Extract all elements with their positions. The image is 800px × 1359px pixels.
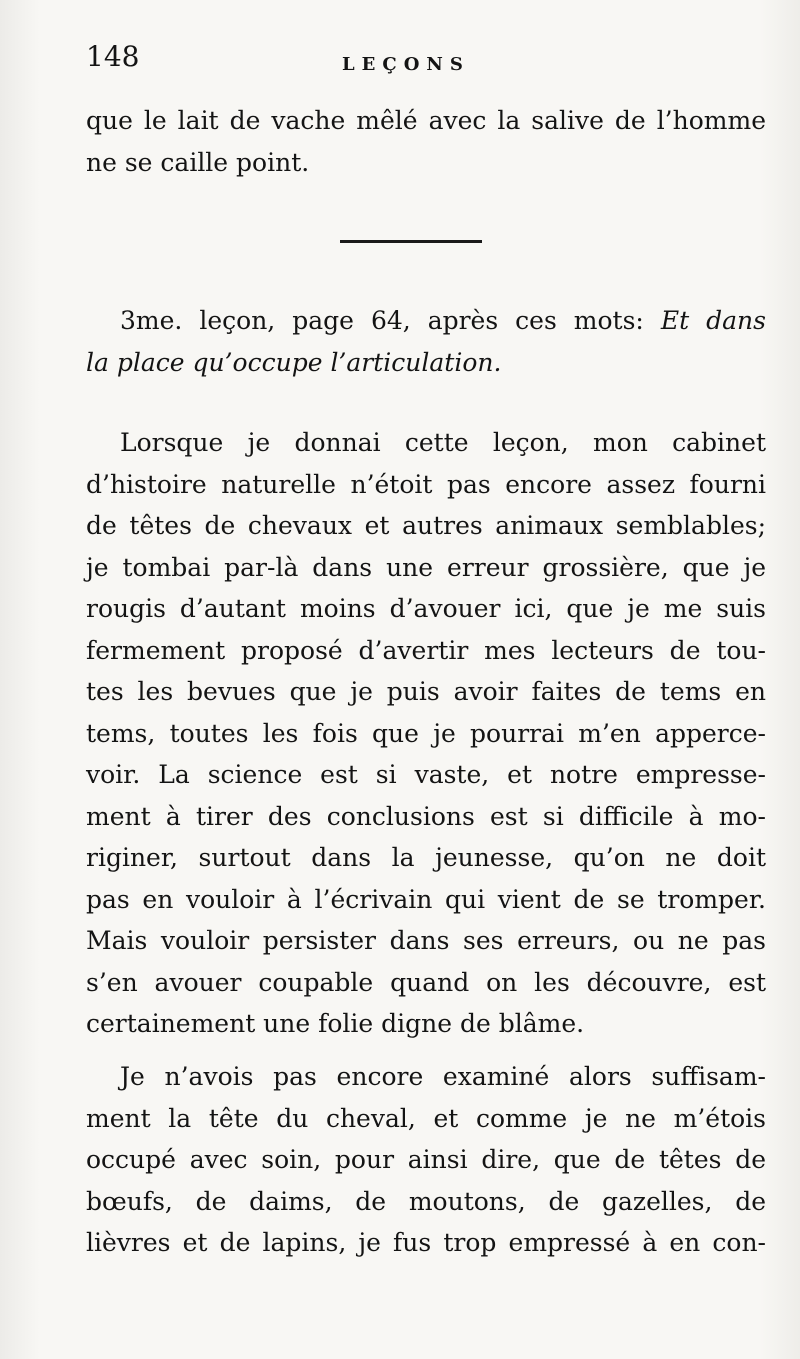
paragraph-2 [86, 1056, 766, 1264]
text-line: fermement proposé d’avertir mes lecteurs de tou- [86, 635, 766, 665]
page-header [86, 40, 760, 80]
text-line [86, 300, 766, 342]
text-line: ne se caille point. [86, 147, 310, 177]
text-line: ment à tirer des conclusions est si difficile à mo- [86, 801, 766, 831]
text-line: de têtes de chevaux et autres animaux semblables; [86, 511, 766, 540]
text-line: lièvres et de lapins, je fus trop empressé à en con- [86, 1228, 766, 1257]
reference-lead: 3me. leçon, page 64, après ces mots: [120, 306, 661, 335]
continuation-text [86, 100, 766, 183]
page-number: 148 [86, 40, 140, 73]
text-line: pas en vouloir à l’écrivain qui vient de se tromper. [86, 884, 766, 914]
text-line: Je n’avois pas encore examiné alors suffisam- [120, 1062, 766, 1091]
text-line: je tombai par-là dans une erreur grossière, que je [86, 552, 766, 582]
text-line: que le lait de vache mêlé avec la salive de l’homme [86, 106, 766, 135]
text-line: ment la tête du cheval, et comme je ne m’étois [86, 1103, 766, 1133]
text-line: Mais vouloir persister dans ses erreurs, ou ne pas [86, 926, 766, 955]
quoted-words: Et dans [660, 306, 766, 335]
text-line: voir. La science est si vaste, et notre empresse- [86, 760, 766, 789]
text-line: riginer, surtout dans la jeunesse, qu’on ne doit [86, 843, 766, 872]
text-line: certainement une folie digne de blâme. [86, 1009, 585, 1038]
text-line: Lorsque je donnai cette leçon, mon cabinet [120, 428, 766, 457]
text-line: bœufs, de daims, de moutons, de gazelles, de [86, 1186, 766, 1216]
supplement-reference [86, 300, 766, 383]
text-line: rougis d’autant moins d’avouer ici, que je me suis [86, 594, 766, 623]
text-line: occupé avec soin, pour ainsi dire, que de têtes de [86, 1145, 766, 1174]
text-line: tems, toutes les fois que je pourrai m’en apperce- [86, 718, 766, 748]
section-divider [340, 240, 482, 243]
text-line: s’en avouer coupable quand on les découvre, est [86, 967, 766, 997]
paragraph-1 [86, 422, 766, 1045]
quoted-words-continued: la place qu’occupe l’articulation. [86, 347, 502, 377]
running-title: LEÇONS [342, 54, 470, 75]
text-line: d’histoire naturelle n’étoit pas encore assez fourni [86, 469, 766, 499]
text-line: tes les bevues que je puis avoir faites de tems en [86, 677, 766, 706]
